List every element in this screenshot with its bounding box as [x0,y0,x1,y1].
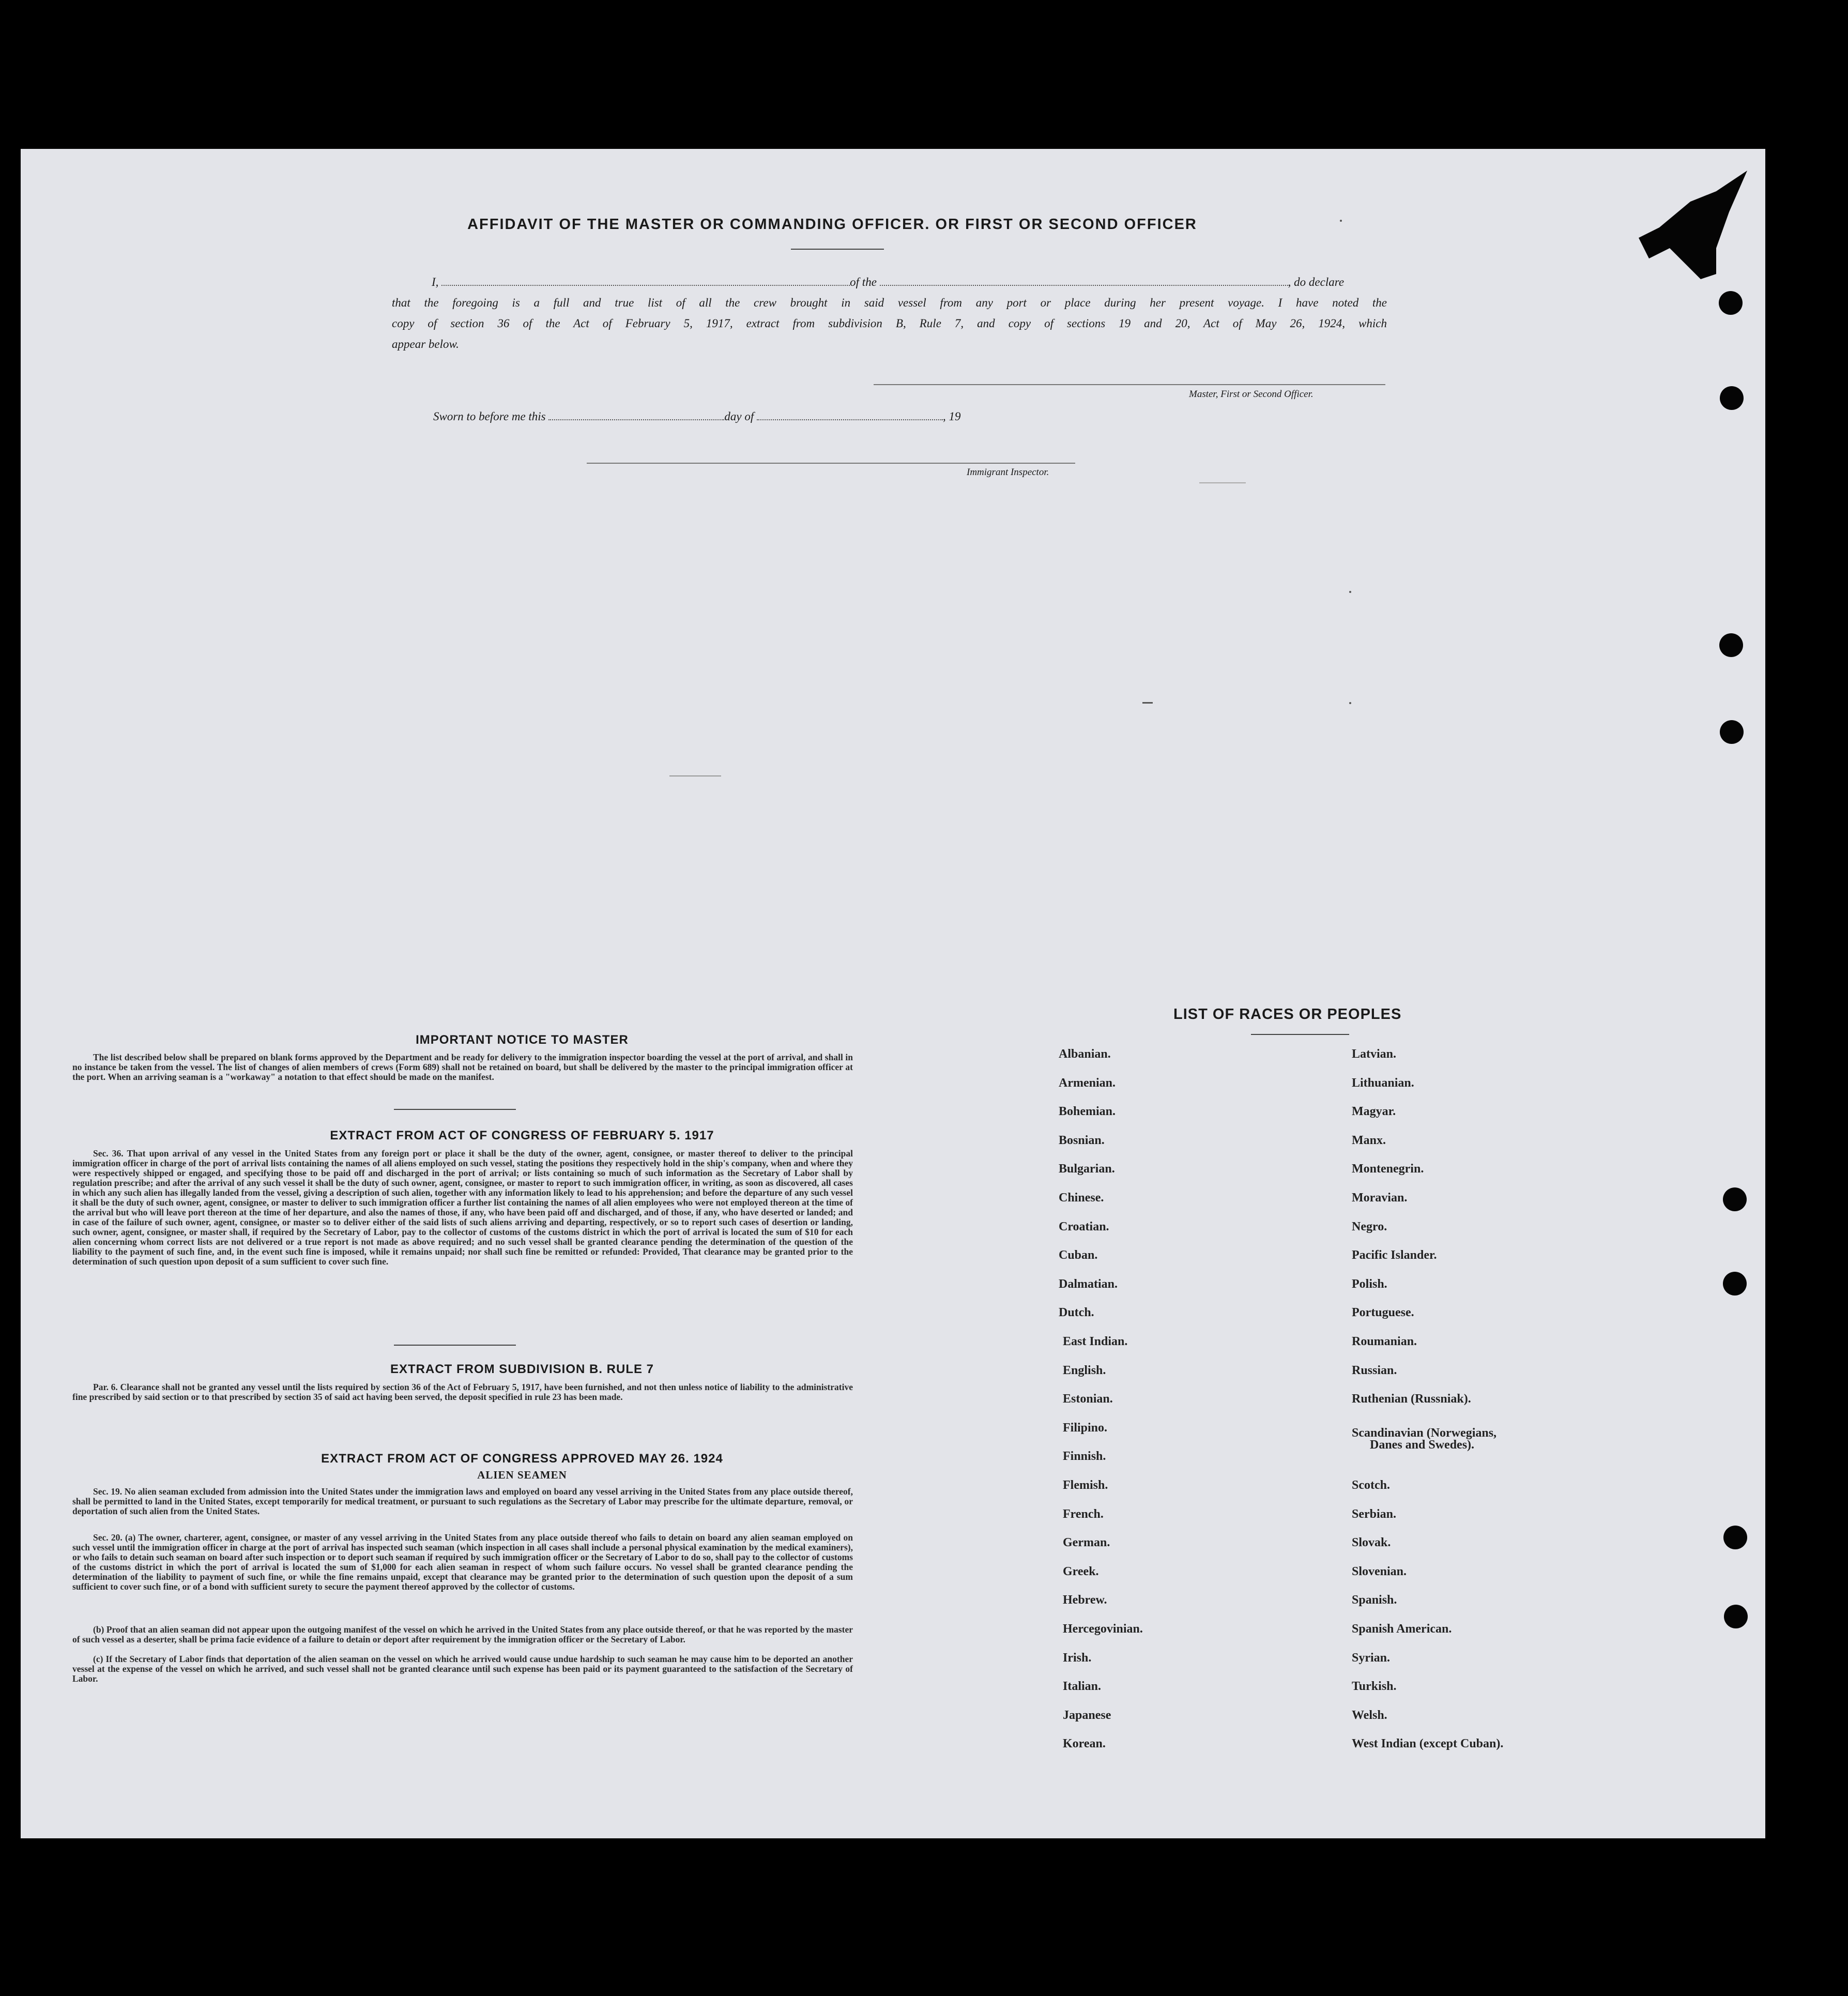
punch-hole [1719,291,1743,315]
extract-rule7-text: Par. 6. Clearance shall not be granted any vessel until the lists required by section 36 of the Act of February 5, 1917, have been furnished, and not then unless notice of liability to the administrative fine prescribed by said section or to that prescribed by section 35 of said act having been served, the deposit specified in rule 23 has been made. [72,1382,853,1402]
affidavit-first-line [432,272,1385,293]
form-sheet [21,149,1765,1838]
speck [1349,591,1351,593]
race-item: Japanese [1063,1708,1111,1722]
race-item: Hebrew. [1063,1593,1107,1607]
day-of-label: day of [724,410,754,423]
affidavit-title: AFFIDAVIT OF THE MASTER OR COMMANDING OFFICER. OR FIRST OR SECOND OFFICER [467,216,1197,233]
race-item: Irish. [1063,1651,1092,1665]
sworn-label: Sworn to before me this [433,410,546,423]
race-item: Filipino. [1063,1421,1108,1435]
punch-hole [1720,386,1744,410]
extract-1917-text: Sec. 36. That upon arrival of any vessel in the United States from any foreign port or place it shall be the duty of the owner, agent, consignee, or master thereof to deliver to the principal immigration officer in charge of the port of arrival lists containing the names of all aliens employed on such vessel, stating the positions they respectively hold in the ship's company, when and where they were respectively shipped or engaged, and specifying those to be paid off and discharged in the port of arrival; or lists containing so much of such information as the Secretary of Labor shall by regulation prescribe; and after the arrival of any such vessel it shall be the duty of such owner, agent, consignee, or master to report to such immigration officer, in writing, as soon as discovered, all cases in which any such alien has illegally landed from the vessel, giving a description of such alien, together with any information likely to lead to his apprehension; and before the departure of any such vessel it shall be the duty of such owner, agent, consignee, or master to deliver to such immigration officer a further list containing the names of all alien employees who were not employed thereon at the time of the arrival but who will leave port thereon at the time of her departure, and also the names of those, if any, who have been paid off and discharged, and of those, if any, who have deserted or landed; and in case of the failure of such owner, agent, consignee, or master so to deliver either of the said lists of such aliens arriving and departing, respectively, or so to report such cases of desertion or landing, such owner, agent, consignee, or master shall, if required by the Secretary of Labor, pay to the collector of customs of the customs district in which the port of arrival is located the sum of $10 for each alien concerning whom correct lists are not delivered or a true report is not made as above required; and no such vessel shall be granted clearance pending the determination of the question of the liability to the payment of such fine, and, in the event such fine is imposed, while it remains unpaid; nor shall such fine be remitted or refunded: Provided, That clearance may be granted prior to the determination of such question upon deposit of a sum sufficient to cover such fine. [72,1148,853,1267]
race-item: Scotch. [1352,1479,1390,1492]
race-item: Portuguese. [1352,1306,1414,1320]
of-the-label: of the [850,276,877,288]
sec19-text: Sec. 19. No alien seaman excluded from admission into the United States under the immigration laws and employed on board any vessel arriving in the United States from any place outside thereof, shall be permitted to land in the United States, except temporarily for medical treatment, or pursuant to such regulations as the Secretary of Labor may prescribe for the ultimate departure, removal, or deportation of such alien from the United States. [72,1486,853,1516]
notice-divider [394,1109,516,1110]
sec20a-text: Sec. 20. (a) The owner, charterer, agent, consignee, or master of any vessel arriving in the United States from any place outside thereof who fails to detain on board any alien seaman employed on such vessel until the immigration officer in charge at the port of arrival has inspected such seaman (which inspection in all cases shall include a personal physical examination by the medical examiners), or who fails to detain such seaman on board after such inspection or to deport such seaman if required by such immigration officer or the Secretary of Labor to do so, shall pay to the collector of customs of the customs district in which the port of arrival is located the sum of $1,000 for each alien seaman in respect of whom such failure occurs. No vessel shall be granted clearance pending the determination of the liability to payment of such fine, or while the fine remains unpaid, except that clearance may be granted prior to the determination of such question upon the deposit of a sum sufficient to cover such fine, or of a bond with sufficient surety to secure the payment thereof approved by the collector of customs. [72,1532,853,1592]
race-item: Cuban. [1059,1248,1098,1262]
race-item: Polish. [1352,1277,1387,1291]
race-item: West Indian (except Cuban). [1352,1737,1504,1751]
races-title: LIST OF RACES OR PEOPLES [1173,1006,1402,1023]
race-item: Pacific Islander. [1352,1248,1437,1262]
race-item: Danes and Swedes). [1370,1438,1475,1452]
race-item: Turkish. [1352,1680,1397,1694]
punch-hole [1723,1272,1747,1296]
race-item: Dalmatian. [1059,1277,1118,1291]
race-item: Latvian. [1352,1047,1397,1061]
speck [669,775,721,776]
speck [1340,220,1342,222]
sworn-month-field[interactable] [757,410,943,420]
race-item: Estonian. [1063,1392,1113,1406]
sec20c-text: (c) If the Secretary of Labor finds that deportation of the alien seaman on the vessel on which he arrived would cause undue hardship to such seaman he may cause him to be deported an another vessel at the expense of the vessel on which he arrived, and such vessel shall not be granted clearance until such expense has been paid or its payment guaranteed to the satisfaction of the Secretary of Labor. [72,1654,853,1684]
race-item: Spanish American. [1352,1622,1452,1636]
inspector-caption: Immigrant Inspector. [967,467,1049,478]
race-item: Lithuanian. [1352,1076,1414,1090]
notice-text: The list described below shall be prepared on blank forms approved by the Department and be ready for delivery to the immigration inspector boarding the vessel at the port of arrival, and shall in no instance be taken from the vessel. The list of changes of alien members of crews (Form 689) shall not be retained on board, but shall be delivered by the master to the principal immigration officer at the port. When an arriving seaman is a "workaway" a notation to that effect should be made on the manifest. [72,1052,853,1082]
punch-hole [1720,720,1744,744]
punch-hole [1723,1526,1747,1549]
race-item: Slovak. [1352,1536,1391,1550]
race-item: Russian. [1352,1363,1397,1377]
affidavit-body-line-3: appear below. [392,338,459,351]
race-item: French. [1063,1507,1104,1521]
punch-hole [1719,633,1743,657]
race-item: East Indian. [1063,1335,1128,1348]
races-divider [1251,1034,1349,1035]
punch-hole [1723,1187,1747,1211]
race-item: Greek. [1063,1564,1099,1578]
race-item: Serbian. [1352,1507,1397,1521]
race-item: Bosnian. [1059,1133,1105,1147]
race-item: Slovenian. [1352,1564,1407,1578]
sec20b-text: (b) Proof that an alien seaman did not appear upon the outgoing manifest of the vessel on which he arrived in the United States from any place outside thereof, or that he was reported by the master of such vessel as a deserter, shall be prima facie evidence of a failure to detain or deport after requirement by the immigration officer or the Secretary of Labor. [72,1624,853,1644]
master-name-field[interactable] [441,276,850,286]
punch-hole [1724,1605,1748,1628]
race-item: Scandinavian (Norwegians, [1352,1426,1497,1440]
speck [1199,482,1246,483]
race-item: Dutch. [1059,1306,1094,1320]
race-item: Manx. [1352,1133,1386,1147]
race-item: Korean. [1063,1737,1106,1751]
race-item: Ruthenian (Russniak). [1352,1392,1471,1406]
extract-1917-title: EXTRACT FROM ACT OF CONGRESS OF FEBRUARY 5. 1917 [330,1129,714,1142]
affidavit-i-label: I, [432,276,439,288]
vessel-name-field[interactable] [880,276,1288,286]
inspector-signature-line[interactable] [587,463,1075,464]
race-item: English. [1063,1363,1106,1377]
affidavit-body-line-2: copy of section 36 of the Act of February 5, 1917, extract from subdivision B, Rule 7, and copy of sections 19 and 20, Act of May 26, 1924, which [392,317,1387,330]
race-item: Finnish. [1063,1450,1106,1464]
race-item: Magyar. [1352,1105,1396,1119]
race-item: Armenian. [1059,1076,1116,1090]
sworn-line [433,406,1053,427]
race-item: Italian. [1063,1680,1102,1694]
speck [1142,702,1153,704]
race-item: Flemish. [1063,1479,1108,1492]
master-signature-line[interactable] [874,384,1385,385]
race-item: Roumanian. [1352,1335,1417,1348]
extract-1917-divider [394,1345,516,1346]
race-item: Welsh. [1352,1708,1387,1722]
race-item: Chinese. [1059,1191,1104,1205]
race-item: Moravian. [1352,1191,1408,1205]
race-item: German. [1063,1536,1110,1550]
notice-title: IMPORTANT NOTICE TO MASTER [416,1033,629,1047]
alien-seamen-subtitle: ALIEN SEAMEN [477,1469,567,1481]
race-item: Bohemian. [1059,1105,1116,1119]
race-item: Spanish. [1352,1593,1397,1607]
ink-blot-mark [1639,171,1758,284]
race-item: Hercegovinian. [1063,1622,1143,1636]
extract-rule7-title: EXTRACT FROM SUBDIVISION B. RULE 7 [390,1362,654,1376]
master-signature-caption: Master, First or Second Officer. [1189,389,1314,400]
race-item: Croatian. [1059,1220,1109,1233]
speck [1349,702,1351,704]
do-declare-label: , do declare [1288,276,1345,288]
extract-1924-title: EXTRACT FROM ACT OF CONGRESS APPROVED MAY 26. 1924 [321,1452,723,1466]
race-item: Montenegrin. [1352,1162,1424,1176]
race-item: Bulgarian. [1059,1162,1115,1176]
sworn-day-field[interactable] [548,410,724,420]
title-divider [791,249,884,250]
race-item: Syrian. [1352,1651,1391,1665]
year-label: , 19 [943,410,961,423]
affidavit-body-line-1: that the foregoing is a full and true list of all the crew brought in said vessel from any port or place during her present voyage. I have noted the [392,296,1387,309]
race-item: Albanian. [1059,1047,1111,1061]
race-item: Negro. [1352,1220,1387,1233]
